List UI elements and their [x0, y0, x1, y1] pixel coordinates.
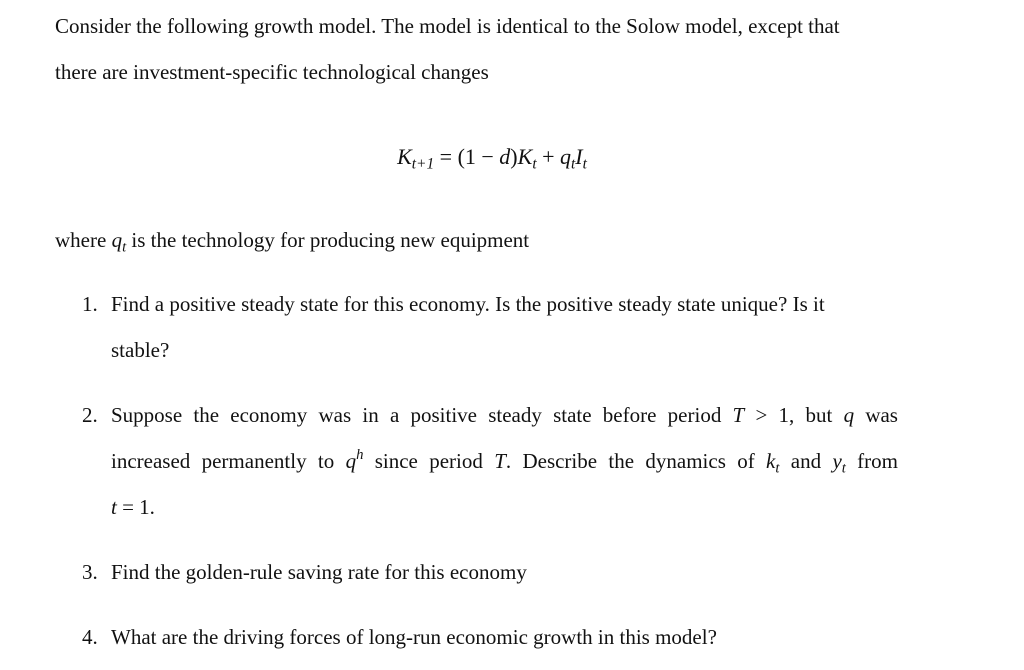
where-suffix: is the technology for producing new equipment: [126, 228, 530, 252]
q2-var-y-sub: t: [841, 460, 846, 477]
intro-line-2: there are investment-specific technological changes: [55, 60, 489, 84]
question-3-number: 3.: [82, 560, 98, 584]
question-1-line-1: Find a positive steady state for this economy. Is the positive steady state unique? Is it: [111, 292, 825, 316]
question-4-number: 4.: [82, 625, 98, 649]
q2-text-eq1: = 1.: [116, 495, 155, 519]
eq-depreciation: d: [499, 144, 511, 169]
q2-sup-h: h: [356, 447, 364, 464]
q2-var-y: y: [832, 449, 842, 473]
q2-period-T: T: [732, 403, 745, 427]
question-3-line-1: Find the golden-rule saving rate for this economy: [111, 560, 527, 584]
q2-text-d: since period: [363, 449, 495, 473]
where-line: [55, 227, 530, 256]
where-var: q: [111, 228, 123, 252]
eq-paren-close: ): [510, 144, 518, 169]
eq-capital: K: [517, 144, 533, 169]
q2-text-a: Suppose the economy was in a positive steady state before period: [111, 403, 733, 427]
capital-accumulation-equation: [0, 143, 1024, 171]
question-1-number: 1.: [82, 292, 98, 316]
intro-line-1: Consider the following growth model. The model is identical to the Solow model, except that: [55, 14, 840, 38]
eq-plus: +: [542, 144, 555, 169]
question-2-number: 2.: [82, 403, 98, 427]
q2-var-q: q: [843, 403, 855, 427]
q2-var-t: t: [111, 495, 117, 519]
eq-lhs-sub: t+1: [411, 155, 435, 173]
eq-capital-sub: t: [532, 155, 537, 173]
q2-var-qh: q: [345, 449, 357, 473]
question-2-line-1: [111, 402, 898, 428]
eq-investment-sub: t: [582, 155, 587, 173]
eq-investment: I: [575, 144, 583, 169]
eq-paren-open: (1 −: [457, 144, 500, 169]
q2-text-and: and: [779, 449, 833, 473]
question-2-line-2: [111, 447, 899, 477]
q2-text-b: was: [854, 403, 898, 427]
q2-var-k: k: [766, 449, 776, 473]
eq-technology: q: [560, 144, 572, 169]
q2-period-T2: T: [494, 449, 506, 473]
eq-equals: =: [439, 144, 453, 169]
question-2-line-3: [111, 494, 155, 520]
q2-text-gt: > 1, but: [744, 403, 844, 427]
q2-text-from: from: [845, 449, 899, 473]
q2-text-c: increased permanently to: [111, 449, 346, 473]
eq-lhs-var: K: [397, 144, 412, 169]
q2-text-e: . Describe the dynamics of: [505, 449, 767, 473]
question-1-line-2: stable?: [111, 338, 170, 362]
q2-var-k-sub: t: [775, 460, 780, 477]
question-4-line-1: What are the driving forces of long-run economic growth in this model?: [111, 625, 717, 649]
eq-technology-sub: t: [571, 155, 576, 173]
where-var-sub: t: [122, 239, 127, 256]
where-prefix: where: [55, 228, 112, 252]
